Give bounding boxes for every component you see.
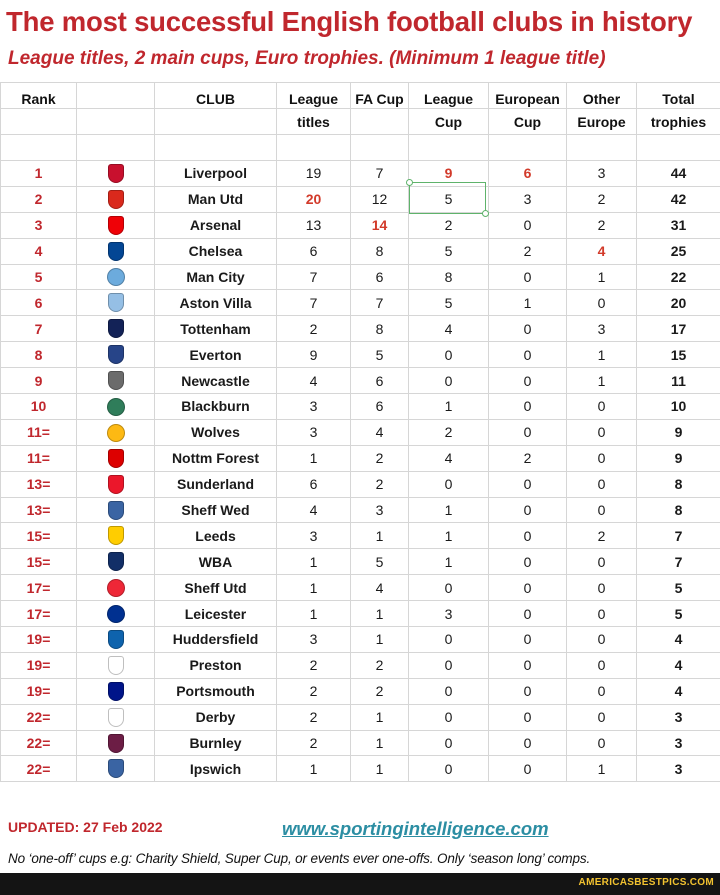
header-blank	[155, 109, 277, 135]
rank-cell: 13=	[1, 471, 77, 497]
fa-cell: 2	[351, 678, 409, 704]
other-cell: 0	[567, 627, 637, 653]
league-cell: 7	[277, 290, 351, 316]
other-cell: 0	[567, 419, 637, 445]
other-cell: 3	[567, 316, 637, 342]
league-cell: 6	[277, 471, 351, 497]
club-crest-icon	[108, 552, 124, 571]
league-cell: 4	[277, 497, 351, 523]
crest-cell	[77, 212, 155, 238]
table-row	[1, 678, 720, 704]
other-cell: 2	[567, 186, 637, 212]
club-name-cell: Sheff Wed	[155, 497, 277, 523]
euro-cell: 0	[489, 264, 567, 290]
lc-cell: 1	[409, 549, 489, 575]
table-row	[1, 264, 720, 290]
euro-cell: 0	[489, 627, 567, 653]
rank-cell: 19=	[1, 652, 77, 678]
lc-cell: 0	[409, 342, 489, 368]
euro-cell: 0	[489, 394, 567, 420]
fa-cell: 1	[351, 704, 409, 730]
crest-cell	[77, 756, 155, 782]
rank-cell: 10	[1, 394, 77, 420]
club-name-cell: Aston Villa	[155, 290, 277, 316]
club-crest-icon	[108, 475, 124, 494]
header-european-cup: European	[489, 83, 567, 109]
rank-cell: 7	[1, 316, 77, 342]
rank-cell: 17=	[1, 575, 77, 601]
total-cell: 5	[637, 601, 720, 627]
crest-cell	[77, 497, 155, 523]
other-cell: 1	[567, 756, 637, 782]
lc-cell: 0	[409, 575, 489, 601]
fa-cell: 5	[351, 342, 409, 368]
crest-cell	[77, 471, 155, 497]
total-cell: 5	[637, 575, 720, 601]
header-blank	[77, 109, 155, 135]
table-row	[1, 730, 720, 756]
club-crest-icon	[108, 164, 124, 183]
club-crest-icon	[108, 190, 124, 209]
crest-cell	[77, 445, 155, 471]
club-crest-icon	[108, 656, 124, 675]
club-name-cell: Sheff Utd	[155, 575, 277, 601]
website-link[interactable]: www.sportingintelligence.com	[282, 818, 549, 839]
lc-cell: 5	[409, 238, 489, 264]
header-blank	[1, 109, 77, 135]
table-row	[1, 445, 720, 471]
other-cell: 0	[567, 471, 637, 497]
league-cell: 2	[277, 652, 351, 678]
table-row	[1, 212, 720, 238]
euro-cell: 0	[489, 704, 567, 730]
club-name-cell: Burnley	[155, 730, 277, 756]
club-crest-icon	[108, 449, 124, 468]
other-cell: 0	[567, 290, 637, 316]
club-name-cell: Portsmouth	[155, 678, 277, 704]
total-cell: 3	[637, 730, 720, 756]
fa-cell: 1	[351, 756, 409, 782]
lc-cell: 4	[409, 316, 489, 342]
other-cell: 0	[567, 652, 637, 678]
crest-cell	[77, 575, 155, 601]
header-league-cup-2: Cup	[409, 109, 489, 135]
league-cell: 1	[277, 756, 351, 782]
total-cell: 7	[637, 523, 720, 549]
club-crest-icon	[108, 526, 124, 545]
crest-cell	[77, 704, 155, 730]
league-cell: 3	[277, 523, 351, 549]
fa-cell: 7	[351, 290, 409, 316]
header-row-2	[1, 109, 720, 135]
other-cell: 2	[567, 212, 637, 238]
league-cell: 6	[277, 238, 351, 264]
club-crest-icon	[108, 242, 124, 261]
euro-cell: 3	[489, 186, 567, 212]
euro-cell: 0	[489, 212, 567, 238]
league-cell: 3	[277, 394, 351, 420]
club-name-cell: Chelsea	[155, 238, 277, 264]
fa-cell: 1	[351, 627, 409, 653]
fa-cell: 5	[351, 549, 409, 575]
euro-cell: 0	[489, 316, 567, 342]
rank-cell: 15=	[1, 549, 77, 575]
crest-cell	[77, 523, 155, 549]
league-cell: 2	[277, 704, 351, 730]
euro-cell: 6	[489, 161, 567, 187]
table-row	[1, 756, 720, 782]
fa-cell: 1	[351, 601, 409, 627]
club-name-cell: Sunderland	[155, 471, 277, 497]
club-name-cell: Preston	[155, 652, 277, 678]
lc-cell: 2	[409, 419, 489, 445]
other-cell: 1	[567, 368, 637, 394]
rank-cell: 22=	[1, 730, 77, 756]
club-name-cell: WBA	[155, 549, 277, 575]
club-crest-icon	[107, 424, 125, 442]
league-cell: 9	[277, 342, 351, 368]
fa-cell: 7	[351, 161, 409, 187]
table-row	[1, 186, 720, 212]
total-cell: 4	[637, 678, 720, 704]
rank-cell: 22=	[1, 756, 77, 782]
other-cell: 0	[567, 497, 637, 523]
rank-cell: 5	[1, 264, 77, 290]
rank-cell: 6	[1, 290, 77, 316]
total-cell: 9	[637, 445, 720, 471]
table-row	[1, 523, 720, 549]
club-name-cell: Blackburn	[155, 394, 277, 420]
euro-cell: 2	[489, 238, 567, 264]
page-subtitle: League titles, 2 main cups, Euro trophies. (Minimum 1 league title)	[8, 48, 606, 69]
lc-cell: 0	[409, 704, 489, 730]
club-name-cell: Tottenham	[155, 316, 277, 342]
crest-cell	[77, 419, 155, 445]
crest-cell	[77, 238, 155, 264]
total-cell: 15	[637, 342, 720, 368]
fa-cell: 3	[351, 497, 409, 523]
lc-cell: 0	[409, 652, 489, 678]
total-cell: 3	[637, 704, 720, 730]
league-cell: 2	[277, 678, 351, 704]
euro-cell: 0	[489, 549, 567, 575]
crest-cell	[77, 549, 155, 575]
rank-cell: 19=	[1, 627, 77, 653]
total-cell: 42	[637, 186, 720, 212]
total-cell: 4	[637, 652, 720, 678]
header-league-titles-2: titles	[277, 109, 351, 135]
header-club: CLUB	[155, 83, 277, 109]
table-row	[1, 627, 720, 653]
euro-cell: 0	[489, 342, 567, 368]
table-row	[1, 316, 720, 342]
rank-cell: 15=	[1, 523, 77, 549]
rank-cell: 4	[1, 238, 77, 264]
league-cell: 3	[277, 627, 351, 653]
fa-cell: 6	[351, 368, 409, 394]
table-row	[1, 394, 720, 420]
rank-cell: 3	[1, 212, 77, 238]
lc-cell: 0	[409, 471, 489, 497]
total-cell: 44	[637, 161, 720, 187]
crest-cell	[77, 678, 155, 704]
league-cell: 19	[277, 161, 351, 187]
page-title: The most successful English football clubs in history	[6, 6, 693, 37]
table-row	[1, 601, 720, 627]
league-cell: 2	[277, 730, 351, 756]
league-cell: 4	[277, 368, 351, 394]
lc-cell: 0	[409, 678, 489, 704]
lc-cell: 5	[409, 186, 489, 212]
club-name-cell: Everton	[155, 342, 277, 368]
table-row	[1, 290, 720, 316]
club-crest-icon	[108, 734, 124, 753]
other-cell: 1	[567, 342, 637, 368]
club-name-cell: Arsenal	[155, 212, 277, 238]
crest-cell	[77, 161, 155, 187]
total-cell: 3	[637, 756, 720, 782]
club-crest-icon	[108, 682, 124, 701]
rank-cell: 2	[1, 186, 77, 212]
club-crest-icon	[108, 293, 124, 312]
total-cell: 25	[637, 238, 720, 264]
lc-cell: 9	[409, 161, 489, 187]
crest-cell	[77, 316, 155, 342]
table-row	[1, 161, 720, 187]
watermark: AMERICASBESTPICS.COM	[578, 877, 714, 888]
lc-cell: 0	[409, 756, 489, 782]
euro-cell: 1	[489, 290, 567, 316]
total-cell: 10	[637, 394, 720, 420]
rank-cell: 22=	[1, 704, 77, 730]
euro-cell: 0	[489, 756, 567, 782]
table-body	[1, 161, 720, 782]
header-crest	[77, 83, 155, 109]
other-cell: 3	[567, 161, 637, 187]
lc-cell: 1	[409, 394, 489, 420]
club-crest-icon	[108, 345, 124, 364]
fa-cell: 12	[351, 186, 409, 212]
lc-cell: 5	[409, 290, 489, 316]
club-crest-icon	[107, 398, 125, 416]
lc-cell: 0	[409, 730, 489, 756]
header-total-trophies: Total	[637, 83, 720, 109]
header-european-cup-2: Cup	[489, 109, 567, 135]
table-row	[1, 368, 720, 394]
header-other-europe-2: Europe	[567, 109, 637, 135]
euro-cell: 0	[489, 419, 567, 445]
euro-cell: 0	[489, 678, 567, 704]
lc-cell: 0	[409, 368, 489, 394]
fa-cell: 8	[351, 238, 409, 264]
other-cell: 0	[567, 549, 637, 575]
total-cell: 7	[637, 549, 720, 575]
rank-cell: 13=	[1, 497, 77, 523]
club-crest-icon	[108, 708, 124, 727]
updated-date: UPDATED: 27 Feb 2022	[8, 819, 163, 835]
fa-cell: 2	[351, 652, 409, 678]
crest-cell	[77, 601, 155, 627]
club-name-cell: Liverpool	[155, 161, 277, 187]
total-cell: 8	[637, 497, 720, 523]
lc-cell: 1	[409, 523, 489, 549]
other-cell: 4	[567, 238, 637, 264]
club-name-cell: Wolves	[155, 419, 277, 445]
header-league-cup: League	[409, 83, 489, 109]
rank-cell: 11=	[1, 445, 77, 471]
fa-cell: 14	[351, 212, 409, 238]
header-total-trophies-2: trophies	[637, 109, 720, 135]
league-cell: 1	[277, 549, 351, 575]
rank-cell: 9	[1, 368, 77, 394]
rank-cell: 11=	[1, 419, 77, 445]
other-cell: 0	[567, 575, 637, 601]
rank-cell: 1	[1, 161, 77, 187]
lc-cell: 1	[409, 497, 489, 523]
lc-cell: 8	[409, 264, 489, 290]
league-cell: 7	[277, 264, 351, 290]
lc-cell: 3	[409, 601, 489, 627]
club-crest-icon	[107, 579, 125, 597]
fa-cell: 2	[351, 445, 409, 471]
crest-cell	[77, 290, 155, 316]
euro-cell: 0	[489, 730, 567, 756]
crest-cell	[77, 652, 155, 678]
club-crest-icon	[108, 216, 124, 235]
club-name-cell: Leeds	[155, 523, 277, 549]
table-row	[1, 497, 720, 523]
spacer-row	[1, 135, 720, 161]
fa-cell: 2	[351, 471, 409, 497]
fa-cell: 1	[351, 730, 409, 756]
league-cell: 2	[277, 316, 351, 342]
club-crest-icon	[108, 319, 124, 338]
table-row	[1, 652, 720, 678]
club-name-cell: Newcastle	[155, 368, 277, 394]
table-row	[1, 419, 720, 445]
crest-cell	[77, 342, 155, 368]
lc-cell: 2	[409, 212, 489, 238]
euro-cell: 0	[489, 575, 567, 601]
club-name-cell: Derby	[155, 704, 277, 730]
euro-cell: 0	[489, 523, 567, 549]
club-name-cell: Man Utd	[155, 186, 277, 212]
fa-cell: 4	[351, 419, 409, 445]
header-blank	[351, 109, 409, 135]
other-cell: 0	[567, 445, 637, 471]
header-fa-cup: FA Cup	[351, 83, 409, 109]
table-row	[1, 238, 720, 264]
club-crest-icon	[107, 268, 125, 286]
euro-cell: 2	[489, 445, 567, 471]
fa-cell: 6	[351, 264, 409, 290]
club-crest-icon	[108, 630, 124, 649]
euro-cell: 0	[489, 497, 567, 523]
euro-cell: 0	[489, 652, 567, 678]
club-name-cell: Nottm Forest	[155, 445, 277, 471]
other-cell: 0	[567, 678, 637, 704]
footnote: No ‘one-off’ cups e.g: Charity Shield, Super Cup, or events ever one-offs. Only ‘season long’ comps.	[8, 851, 591, 866]
table-row	[1, 342, 720, 368]
fa-cell: 1	[351, 523, 409, 549]
euro-cell: 0	[489, 368, 567, 394]
other-cell: 0	[567, 730, 637, 756]
fa-cell: 4	[351, 575, 409, 601]
total-cell: 4	[637, 627, 720, 653]
header-league-titles: League	[277, 83, 351, 109]
league-cell: 1	[277, 445, 351, 471]
total-cell: 8	[637, 471, 720, 497]
club-crest-icon	[108, 371, 124, 390]
table-row	[1, 704, 720, 730]
club-crest-icon	[107, 605, 125, 623]
club-name-cell: Man City	[155, 264, 277, 290]
total-cell: 9	[637, 419, 720, 445]
rank-cell: 8	[1, 342, 77, 368]
crest-cell	[77, 368, 155, 394]
header-other-europe: Other	[567, 83, 637, 109]
crest-cell	[77, 730, 155, 756]
other-cell: 0	[567, 704, 637, 730]
euro-cell: 0	[489, 601, 567, 627]
rank-cell: 19=	[1, 678, 77, 704]
lc-cell: 4	[409, 445, 489, 471]
crest-cell	[77, 264, 155, 290]
total-cell: 31	[637, 212, 720, 238]
club-name-cell: Ipswich	[155, 756, 277, 782]
other-cell: 0	[567, 601, 637, 627]
fa-cell: 6	[351, 394, 409, 420]
league-cell: 13	[277, 212, 351, 238]
club-name-cell: Huddersfield	[155, 627, 277, 653]
league-cell: 3	[277, 419, 351, 445]
rank-cell: 17=	[1, 601, 77, 627]
table-row	[1, 575, 720, 601]
other-cell: 2	[567, 523, 637, 549]
trophy-table	[0, 82, 720, 782]
club-crest-icon	[108, 501, 124, 520]
fa-cell: 8	[351, 316, 409, 342]
euro-cell: 0	[489, 471, 567, 497]
total-cell: 22	[637, 264, 720, 290]
table-row	[1, 549, 720, 575]
crest-cell	[77, 627, 155, 653]
table-row	[1, 471, 720, 497]
crest-cell	[77, 186, 155, 212]
league-cell: 1	[277, 601, 351, 627]
header-rank: Rank	[1, 83, 77, 109]
league-cell: 20	[277, 186, 351, 212]
crest-cell	[77, 394, 155, 420]
header-row-1	[1, 83, 720, 109]
other-cell: 1	[567, 264, 637, 290]
total-cell: 11	[637, 368, 720, 394]
club-crest-icon	[108, 759, 124, 778]
total-cell: 20	[637, 290, 720, 316]
other-cell: 0	[567, 394, 637, 420]
league-cell: 1	[277, 575, 351, 601]
club-name-cell: Leicester	[155, 601, 277, 627]
lc-cell: 0	[409, 627, 489, 653]
total-cell: 17	[637, 316, 720, 342]
